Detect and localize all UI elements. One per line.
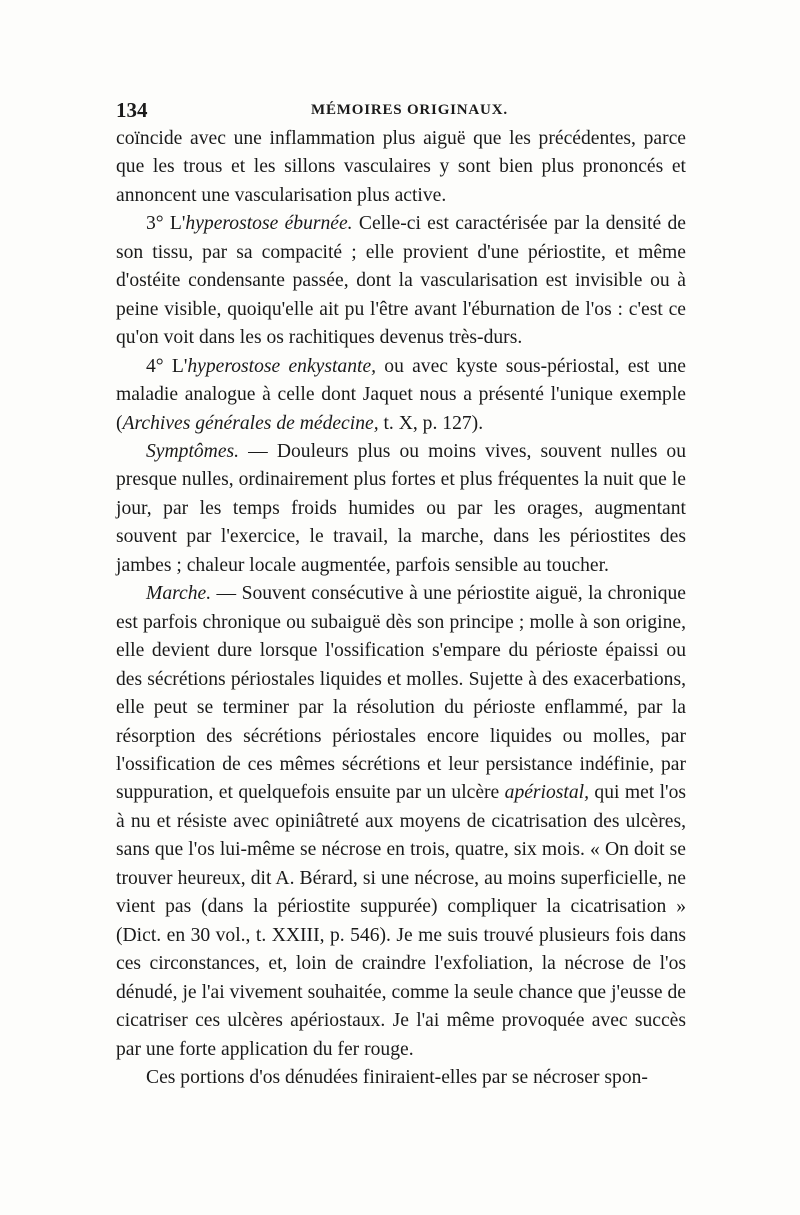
paragraph-continuation	[116, 125, 686, 210]
paragraph-term: apériostal,	[504, 782, 590, 804]
paragraph-symptomes	[116, 438, 686, 580]
paragraph-text: coïncide avec une inflammation plus aiguë que les précédentes, parce que les trous et les sillons vasculaires y sont bien plus prononcés et annoncent une vascularisation plus active.	[116, 128, 686, 206]
paragraph-text-end: qui met l'os à nu et résiste avec opiniâtreté aux moyens de cicatrisation des ulcères, sans que l'os lui-même se nécrose en trois, quatre, six mois. « On doit se trouver heureux, dit A. Bérard, si une nécrose, au moins superficielle, ne vient pas (dans la périostite suppurée) compliquer la cicatrisation » (Dict. en 30 vol., t. XXIII, p. 546). Je me suis trouvé plusieurs fois dans ces circonstances, et, loin de craindre l'exfoliation, la nécrose de l'os dénudé, je l'ai vivement souhaitée, comme la seule chance que j'eusse de cicatriser ces ulcères apériostaux. Je l'ai même provoquée avec succès par une forte application du fer rouge.	[116, 782, 686, 1060]
section-term: Marche.	[146, 583, 212, 605]
citation-title: Archives générales de médecine,	[122, 412, 379, 434]
paragraph-text-end: t. X, p. 127).	[378, 412, 484, 434]
paragraph-term: hyperostose éburnée.	[185, 213, 353, 235]
paragraph-text: — Douleurs plus ou moins vives, souvent nulles ou presque nulles, ordinairement plus fortes et plus fréquentes la nuit que le jour, par les temps froids humides ou par les orages, augmentant souvent par l'exercice, le travail, la marche, dans les périostites des jambes ; chaleur locale augmentée, parfois sensible au toucher.	[116, 440, 686, 576]
running-head: MÉMOIRES ORIGINAUX.	[311, 102, 508, 118]
paragraph-marche	[116, 580, 686, 1064]
paragraph-hyperostose-eburnee	[116, 210, 686, 352]
paragraph-text: — Souvent consécutive à une périostite aiguë, la chronique est parfois chronique ou subaiguë dès son principe ; molle à son origine, elle devient dure lorsque l'ossification s'empare du périoste épaissi ou des sécrétions périostales liquides et molles. Sujette à des exacerbations, elle peut se terminer par la résolution du périoste enflammé, par la résorption des sécrétions périostales encore liquides ou molles, par l'ossification de ces mêmes sécrétions et leur persistance indéfinie, par suppuration, et quelquefois ensuite par un ulcère	[116, 583, 686, 804]
paragraph-text: ou avec kyste sous-périostal, est une maladie analogue à celle dont Jaquet nous a présenté l'unique exemple (	[116, 355, 687, 434]
paragraph-text: Celle-ci est caractérisée par la densité de son tissu, par sa compacité ; elle provient d'une périostite, et même d'ostéite condensante passée, dont la vascularisation est invisible ou à peine visible, quoiqu'elle ait pu l'être avant l'éburnation de l'os : c'est ce qu'on voit dans les os rachitiques devenus très-durs.	[116, 213, 686, 349]
paragraph-lead: 3° L'	[146, 213, 186, 235]
paragraph-text: Ces portions d'os dénudées finiraient-elles par se nécroser spon-	[146, 1066, 648, 1088]
paragraph-term: hyperostose enkystante,	[187, 355, 377, 377]
paragraph-lead: 4° L'	[146, 355, 188, 377]
page-number: 134	[116, 98, 148, 122]
section-term: Symptômes.	[146, 440, 240, 462]
paragraph-final	[116, 1064, 686, 1092]
paragraph-hyperostose-enkystante	[116, 353, 686, 438]
page-header	[116, 98, 686, 122]
body-text	[116, 125, 686, 1092]
